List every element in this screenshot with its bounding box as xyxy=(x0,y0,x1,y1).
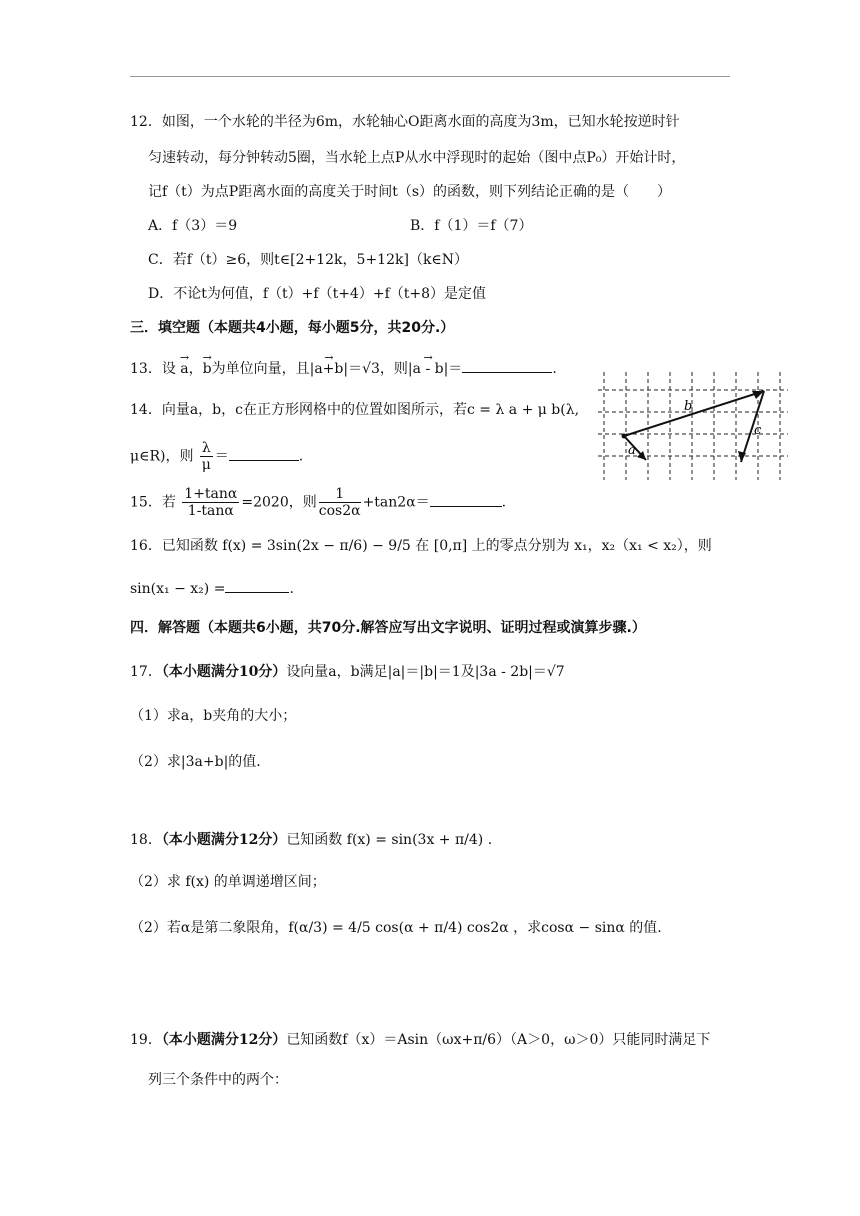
q12-option-c: C．若f（t）≥6，则t∈[2+12k，5+12k]（k∈N） xyxy=(148,252,469,268)
q13-period: . xyxy=(552,361,557,377)
q15-fraction-1 xyxy=(182,486,239,519)
q17-stem xyxy=(130,662,565,682)
q14-tail: (λ, xyxy=(560,402,580,418)
q16-period: . xyxy=(289,581,294,597)
q12-line2: 匀速转动，每分钟转动5圈，当水轮上点P从水中浮现时的起始（图中点P₀）开始计时， xyxy=(148,150,686,166)
q18-number: 18． xyxy=(130,832,162,848)
q14-prefix: 14．向量 xyxy=(130,402,190,418)
q15-prefix: 15．若 xyxy=(130,494,176,511)
q14-label-b: b xyxy=(684,399,693,414)
q14-origin-point xyxy=(622,434,627,439)
q14-line2 xyxy=(130,440,303,473)
q18-stem xyxy=(130,830,492,850)
section-4-heading: 四．解答题（本题共6小题，共70分.解答应写出文字说明、证明过程或演算步骤.） xyxy=(130,620,646,636)
q14-vector-b-line xyxy=(624,391,764,436)
q12-line3: 记f（t）为点P距离水面的高度关于时间t（s）的函数，则下列结论正确的是（ ） xyxy=(148,184,672,200)
q12-option-d: D．不论t为何值，f（t）+f（t+4）+f（t+8）是定值 xyxy=(148,286,487,302)
q15 xyxy=(130,486,506,519)
q18-text: 已知函数 f(x) = sin(3x + π/4) . xyxy=(286,832,493,848)
q17-part-1: （1）求a，b夹角的大小； xyxy=(130,708,297,724)
q15-numerator-1: 1+tanα xyxy=(184,486,238,502)
q18-score: （本小题满分12分） xyxy=(161,832,287,848)
q14-vector-grid-figure xyxy=(598,372,788,480)
q13-a-plus-b: → a+b xyxy=(314,359,343,379)
q15-denominator-1: 1-tanα xyxy=(187,503,234,519)
q14-line1 xyxy=(130,400,579,420)
q14-numerator: λ xyxy=(201,440,211,456)
q14-label-c: c xyxy=(754,423,762,438)
q19-number: 19． xyxy=(130,1032,162,1048)
q13-vector-b: → b xyxy=(203,359,212,379)
q19-stem xyxy=(130,1030,710,1050)
section-3-heading: 三．填空题（本题共4小题，每小题5分，共20分.） xyxy=(130,320,455,336)
q13-mid: 为单位向量，且| xyxy=(211,361,315,377)
q16-expression: sin(x₁ − x₂) = xyxy=(130,581,226,597)
q13-end: |＝ xyxy=(443,361,463,377)
q15-plus: +tan2α＝ xyxy=(362,494,430,511)
q17-text: 设向量a，b满足|a|＝|b|＝1及|3a - 2b|＝√7 xyxy=(286,664,565,680)
q16-answer-blank xyxy=(225,578,289,593)
q13-vector-a: → a xyxy=(180,359,188,379)
q16-line1: 16．已知函数 f(x) = 3sin(2x − π/6) − 9/5 在 [0,π] 上的零点分别为 x₁，x₂（x₁ < x₂），则 xyxy=(130,538,712,554)
q18-part-2: （2）若α是第二象限角，f(α/3) = 4/5 cos(α + π/4) cos2α ，求cosα − sinα 的值. xyxy=(130,920,662,936)
q13-a-minus-b: → a - b xyxy=(413,359,444,379)
q14-period: . xyxy=(298,448,304,465)
q12-line1: 12．如图，一个水轮的半径为6m，水轮轴心O距离水面的高度为3m，已知水轮按逆时针 xyxy=(130,114,680,130)
q17-part-2: （2）求|3a+b|的值. xyxy=(130,754,261,770)
q13-comma: ， xyxy=(188,361,203,377)
q14-eq: ＝ xyxy=(214,448,229,465)
header-rule xyxy=(130,76,730,77)
q14-mid: 在正方形网格中的位置如图所示，若 xyxy=(242,402,467,418)
q13-eq: |＝ xyxy=(343,361,363,377)
q19-score: （本小题满分12分） xyxy=(161,1032,287,1048)
q14-answer-blank xyxy=(229,446,299,461)
q13 xyxy=(130,358,557,379)
q13-root: √3 xyxy=(362,361,380,377)
q19-text: 已知函数f（x）＝Asin（ωx+π/6）（A＞0，ω＞0）只能同时满足下 xyxy=(286,1032,711,1048)
q13-then: ，则| xyxy=(379,361,413,377)
q14-denominator: μ xyxy=(201,457,211,473)
q14-label-a: a xyxy=(628,443,636,458)
q12-option-a: A．f（3）＝9 xyxy=(148,218,238,234)
q13-prefix: 13．设 xyxy=(130,361,176,377)
q15-period: . xyxy=(501,494,507,511)
q15-fraction-2 xyxy=(319,486,361,519)
q18-part-1: （2）求 f(x) 的单调递增区间； xyxy=(130,874,326,890)
q15-answer-blank xyxy=(430,492,502,507)
q15-denominator-2: cos2α xyxy=(318,503,361,519)
q17-score: （本小题满分10分） xyxy=(161,664,287,680)
q15-numerator-2: 1 xyxy=(319,486,361,503)
q19-line2: 列三个条件中的两个： xyxy=(148,1072,288,1088)
q13-answer-blank xyxy=(462,358,552,373)
q17-number: 17． xyxy=(130,664,162,680)
q12-option-b: B．f（1）＝f（7） xyxy=(410,218,533,234)
q15-eq1: =2020，则 xyxy=(241,494,317,511)
q14-expression: c = λ a + μ b xyxy=(466,402,561,418)
q14-fraction xyxy=(200,440,213,473)
q14-vectors: a，b，c xyxy=(189,402,243,418)
q16-line2 xyxy=(130,578,294,599)
q14-line2-prefix: μ∈R)，则 xyxy=(130,448,194,465)
